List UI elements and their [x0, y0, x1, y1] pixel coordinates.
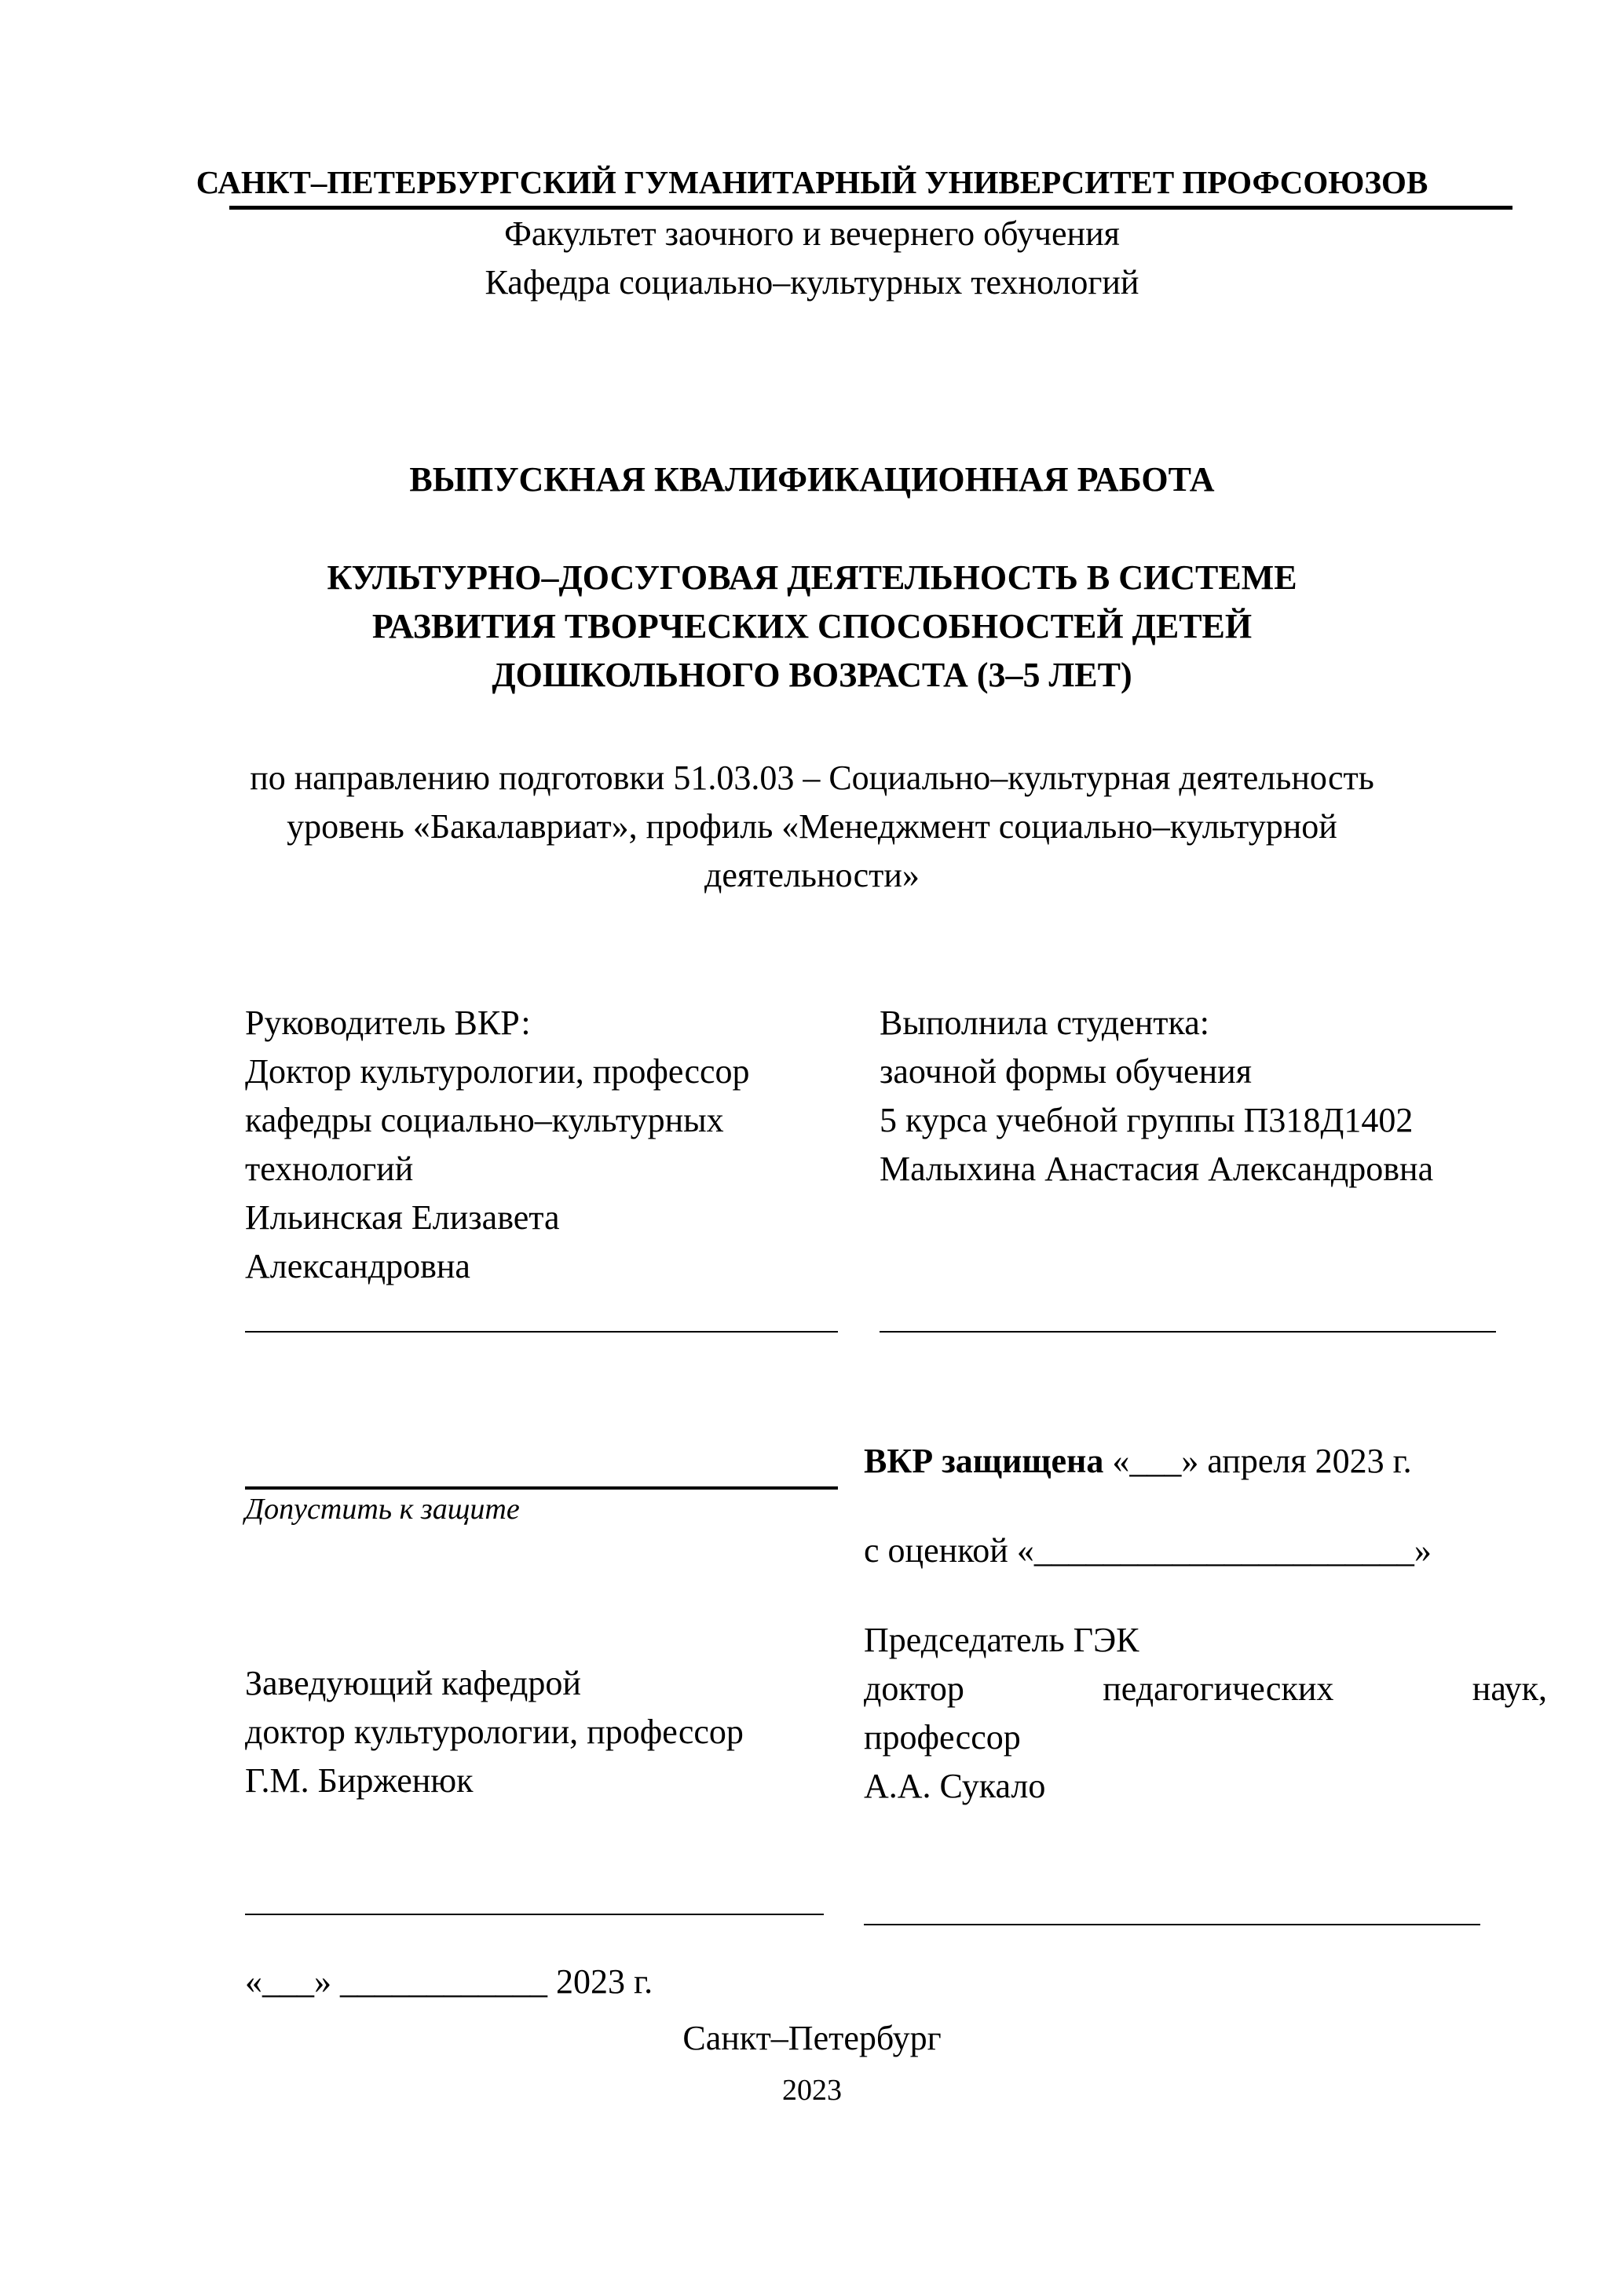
thesis-theme-line: ДОШКОЛЬНОГО ВОЗРАСТА (3–5 ЛЕТ): [492, 656, 1132, 694]
chair-name: Кафедра социально–культурных технологий: [485, 263, 1139, 302]
defense-bold-label: ВКР защищена: [864, 1442, 1104, 1480]
supervisor-line: Доктор культурологии, профессор: [245, 1052, 750, 1091]
defense-date-text: «___» апреля 2023 г.: [1103, 1442, 1412, 1480]
gek-position: профессор: [864, 1718, 1021, 1757]
admission-signature-line: [245, 1486, 838, 1490]
supervisor-line: Александровна: [245, 1247, 470, 1285]
study-direction-line: уровень «Бакалавриат», профиль «Менеджмент социально–культурной: [287, 807, 1337, 846]
document-year: 2023: [782, 2074, 842, 2107]
gek-title: Председатель ГЭК: [864, 1621, 1139, 1659]
defense-date: [864, 1441, 1412, 1481]
gek-name: А.А. Сукало: [864, 1767, 1046, 1805]
supervisor-block: [245, 999, 750, 1291]
gek-degree: [864, 1665, 1547, 1713]
university-name: САНКТ–ПЕТЕРБУРГСКИЙ ГУМАНИТАРНЫЙ УНИВЕРСИТЕТ ПРОФСОЮЗОВ: [196, 164, 1428, 200]
city-name: Санкт–Петербург: [682, 2019, 942, 2057]
student-line: Выполнила студентка:: [880, 1004, 1209, 1042]
head-of-chair-signature-line: [245, 1914, 824, 1915]
head-of-chair-block: [245, 1659, 744, 1805]
student-line: Малыхина Анастасия Александровна: [880, 1150, 1434, 1188]
thesis-theme: [0, 554, 1624, 700]
supervisor-line: кафедры социально–культурных: [245, 1101, 724, 1139]
gek-signature-line: [864, 1924, 1480, 1925]
head-of-chair-line: доктор культурологии, профессор: [245, 1713, 744, 1751]
defense-grade: с оценкой «______________________»: [864, 1531, 1432, 1570]
head-of-chair-line: Заведующий кафедрой: [245, 1664, 581, 1702]
study-direction: [0, 754, 1624, 900]
faculty-name: Факультет заочного и вечернего обучения: [504, 214, 1120, 253]
admission-label: Допустить к защите: [245, 1493, 520, 1526]
student-line: 5 курса учебной группы П318Д1402: [880, 1101, 1414, 1139]
supervisor-signature-line: [245, 1331, 838, 1333]
gek-degree-word: педагогических: [1103, 1669, 1334, 1708]
student-block: [880, 999, 1433, 1194]
approval-date: «___» ____________ 2023 г.: [245, 1962, 653, 2001]
thesis-theme-line: КУЛЬТУРНО–ДОСУГОВАЯ ДЕЯТЕЛЬНОСТЬ В СИСТЕМЕ: [327, 558, 1297, 597]
university-underline: [229, 206, 1512, 210]
thesis-theme-line: РАЗВИТИЯ ТВОРЧЕСКИХ СПОСОБНОСТЕЙ ДЕТЕЙ: [371, 607, 1253, 645]
study-direction-line: деятельности»: [704, 856, 920, 894]
gek-chairman-block: [864, 1616, 1547, 1811]
student-signature-line: [880, 1331, 1496, 1333]
student-line: заочной формы обучения: [880, 1052, 1252, 1091]
head-of-chair-line: Г.М. Бирженюк: [245, 1761, 474, 1800]
study-direction-line: по направлению подготовки 51.03.03 – Социально–культурная деятельность: [250, 759, 1374, 797]
gek-degree-word: доктор: [864, 1669, 964, 1708]
supervisor-line: технологий: [245, 1150, 414, 1188]
work-type-title: ВЫПУСКНАЯ КВАЛИФИКАЦИОННАЯ РАБОТА: [409, 460, 1215, 499]
gek-degree-word: наук,: [1472, 1669, 1547, 1708]
supervisor-line: Ильинская Елизавета: [245, 1198, 560, 1237]
supervisor-line: Руководитель ВКР:: [245, 1004, 531, 1042]
